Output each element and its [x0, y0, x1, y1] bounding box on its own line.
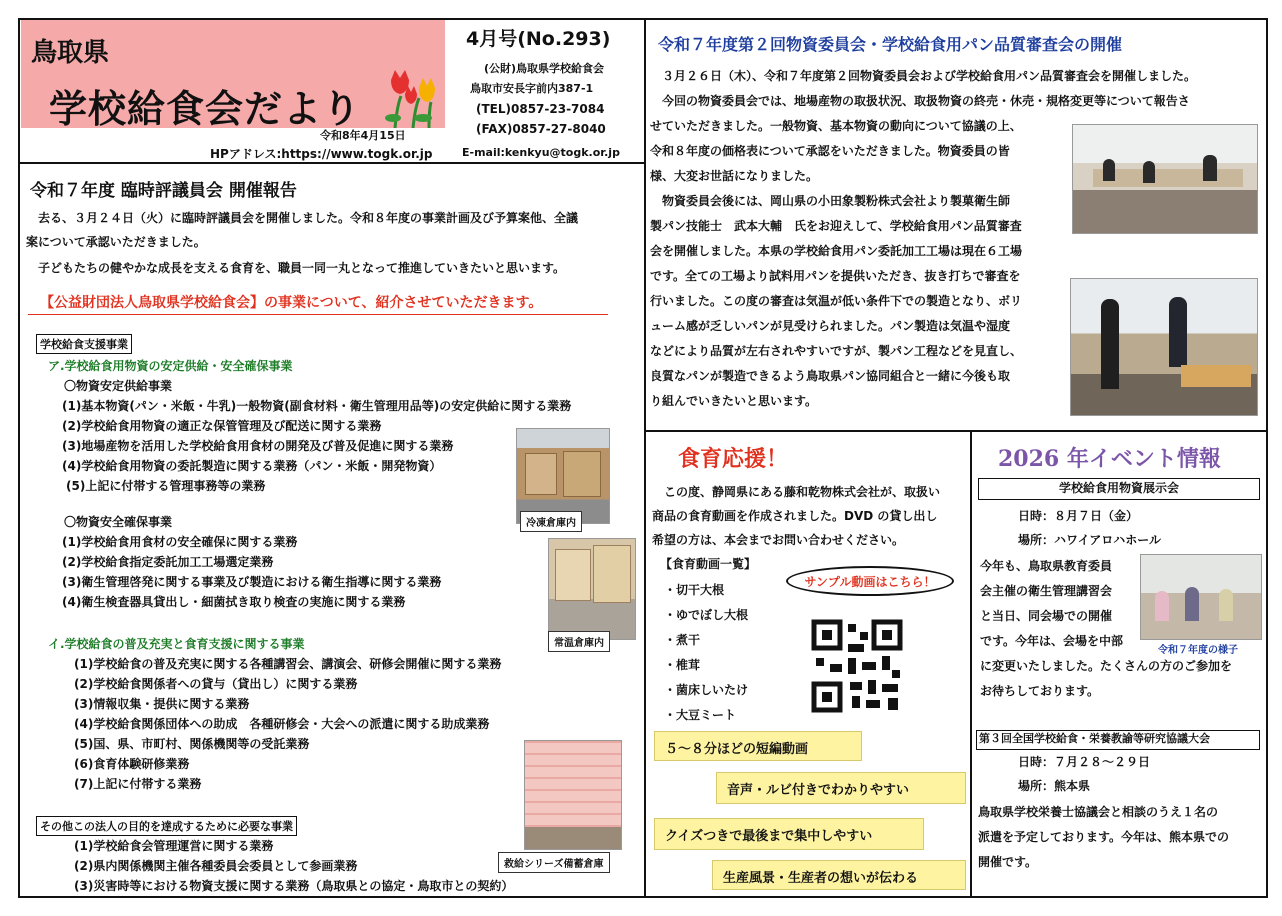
- paragraph-line: 会主催の衛生管理講習会: [980, 584, 1113, 598]
- exhibition-photo-caption: 令和７年度の様子: [1158, 645, 1238, 656]
- hp-address[interactable]: HPアドレス:https://www.togk.or.jp: [210, 147, 433, 161]
- org-tel: (TEL)0857-23-7084: [476, 102, 605, 116]
- council-report-text-1b: 案について承認いただきました。: [26, 235, 206, 249]
- paragraph-line: 開催です。: [978, 855, 1038, 869]
- event2-date: 日時：７月２８～２９日: [1018, 755, 1151, 769]
- list-item: (2)学校給食指定委託加工工場選定業務: [62, 555, 274, 569]
- paragraph-line: です。今年は、会場を中部: [980, 634, 1124, 648]
- list-item: ・煮干: [664, 633, 701, 647]
- paragraph-line: お待ちしております。: [980, 684, 1100, 698]
- paragraph-line: 商品の食育動画を作成されました。DVD の貸し出し: [652, 509, 938, 523]
- issue-number: 4月号(No.293): [466, 28, 611, 50]
- feature-tag-quiz: クイズつきで最後まで集中しやすい: [654, 818, 924, 850]
- paragraph-line: せていただきました。一般物資、基本物資の動向について協議の上、: [650, 119, 1022, 133]
- paragraph-line: 今回の物資委員会では、地場産物の取扱状況、取扱物資の終売・休売・規格変更等について報告さ: [662, 94, 1190, 108]
- list-item: ・切干大根: [664, 583, 725, 597]
- intro-underline: [28, 314, 608, 315]
- freezer-warehouse-photo: [516, 428, 610, 524]
- list-item: (3)情報収集・提供に関する業務: [74, 697, 250, 711]
- freezer-caption: 冷凍倉庫内: [520, 511, 582, 532]
- paragraph-line: ３月２６日（木）、令和７年度第２回物資委員会および学校給食用パン品質審査会を開催しました。: [662, 69, 1197, 83]
- ambient-warehouse-photo: [548, 538, 636, 640]
- support-section-label: 学校給食支援事業: [36, 334, 132, 354]
- video-list-title: 【食育動画一覧】: [660, 557, 757, 571]
- list-item: ・大豆ミート: [664, 708, 737, 722]
- section-b-heading: イ.学校給食の普及充実と食育支援に関する事業: [48, 637, 305, 651]
- issue-date: 令和8年4月15日: [320, 129, 406, 142]
- list-item: (4)衛生検査器具貸出し・細菌拭き取り検査の実施に関する業務: [62, 595, 406, 609]
- supply-list: [62, 396, 571, 496]
- list-item: (3)地場産物を活用した学校給食用食材の開発及び普及促進に関する業務: [62, 439, 454, 453]
- council-report-text-1a: 去る、３月２４日（火）に臨時評議員会を開催しました。令和８年度の事業計画及び予算案他、全議: [38, 211, 579, 225]
- list-item: (6)食育体験研修業務: [74, 757, 190, 771]
- paragraph-line: と当日、同会場での開催: [980, 609, 1113, 623]
- paragraph-line: ューム感が乏しいパンが見受けられました。パン製造は気温や湿度: [650, 319, 1011, 333]
- video-list: [664, 578, 748, 728]
- feature-tag-audio-ruby: 音声・ルビ付きでわかりやすい: [716, 772, 966, 804]
- safety-subheading: 〇物資安全確保事業: [64, 515, 173, 529]
- sample-video-callout: サンプル動画はこちら！: [786, 566, 954, 596]
- paragraph-line: 派遣を予定しております。今年は、熊本県での: [978, 830, 1230, 844]
- list-item: ・ゆでぼし大根: [664, 608, 749, 622]
- list-item: (3)災害時等における物資支援に関する業務（鳥取県との協定・鳥取市との契約）: [74, 879, 514, 893]
- paragraph-line: です。全ての工場より試料用パンを提供いただき、抜き打ちで審査を: [650, 269, 1021, 283]
- paragraph-line: 鳥取県学校栄養士協議会と相談のうえ１名の: [978, 805, 1219, 819]
- bread-review-photo: [1070, 278, 1258, 416]
- events-heading: 2026 年イベント情報: [998, 446, 1221, 472]
- list-item: (5)国、県、市町村、関係機関等の受託業務: [74, 737, 310, 751]
- org-fax: (FAX)0857-27-8040: [476, 122, 606, 136]
- feature-tag-short-video: ５～８分ほどの短編動画: [654, 731, 862, 761]
- paragraph-line: この度、静岡県にある藤和乾物株式会社が、取扱い: [664, 485, 941, 499]
- paragraph-line: り組んでいきたいと思います。: [650, 394, 818, 408]
- list-item: (4)学校給食用物資の委託製造に関する業務（パン・米飯・開発物資）: [62, 459, 442, 473]
- event1-date: 日時：８月７日（金）: [1018, 509, 1139, 523]
- food-education-heading: 食育応援！: [678, 446, 789, 472]
- list-item: (2)学校給食用物資の適正な保管管理及び配送に関する業務: [62, 419, 382, 433]
- event2-title: 第３回全国学校給食・栄養教諭等研究協議大会: [976, 730, 1260, 750]
- promotion-list: [74, 654, 501, 794]
- list-item: (7)上記に付帯する業務: [74, 777, 202, 791]
- paragraph-line: 行いました。この度の審査は気温が低い条件下での製造となり、ボリ: [650, 294, 1023, 308]
- list-item: (2)県内関係機関主催各種委員会委員として参画業務: [74, 859, 358, 873]
- prefecture-name: 鳥取県: [31, 38, 110, 68]
- paragraph-line: 令和８年度の価格表について承認をいただきました。物資委員の皆: [650, 144, 1010, 158]
- list-item: (1)学校給食用食材の安全確保に関する業務: [62, 535, 298, 549]
- event1-title: 学校給食用物資展示会: [978, 478, 1260, 500]
- org-address: 鳥取市安長字前内387-1: [470, 82, 594, 95]
- qr-code-icon[interactable]: [808, 616, 906, 716]
- paragraph-line: 製パン技能士 武本大輔 氏をお迎えして、学校給食用パン品質審査: [650, 219, 1022, 233]
- council-report-heading: 令和７年度 臨時評議員会 開催報告: [30, 181, 297, 201]
- list-item: (2)学校給食関係者への貸与（貸出し）に関する業務: [74, 677, 358, 691]
- supply-subheading: 〇物資安定供給事業: [64, 379, 173, 393]
- newsletter-title: 学校給食会だより: [49, 86, 362, 131]
- list-item: (1)基本物資(パン・米飯・牛乳)一般物資(副食材料・衛生管理用品等)の安定供給に関する業務: [62, 399, 572, 413]
- stockpile-caption: 救給シリーズ備蓄倉庫: [498, 852, 610, 873]
- paragraph-line: 良質なパンが製造できるよう鳥取県パン協同組合と一緒に今後も取: [650, 369, 1011, 383]
- committee-meeting-photo: [1072, 124, 1258, 234]
- paragraph-line: 希望の方は、本会までお問い合わせください。: [652, 533, 905, 547]
- business-intro: 【公益財団法人鳥取県学校給食会】の事業について、紹介させていただきます。: [40, 295, 543, 311]
- other-section-label: その他この法人の目的を達成するために必要な事業: [36, 816, 297, 836]
- council-report-text-2: 子どもたちの健やかな成長を支える食育を、職員一同一丸となって推進していきたいと思います。: [38, 261, 566, 275]
- paragraph-line: に変更いたしました。たくさんの方のご参加を: [980, 659, 1233, 673]
- paragraph-line: 会を開催しました。本県の学校給食用パン委託加工工場は現在６工場: [650, 244, 1023, 258]
- list-item: (4)学校給食関係団体への助成 各種研修会・大会への派遣に関する助成業務: [74, 717, 490, 731]
- paragraph-line: 様、大変お世話になりました。: [650, 169, 819, 183]
- stockpile-warehouse-photo: [524, 740, 622, 850]
- event1-place: 場所：ハワイアロハホール: [1018, 533, 1162, 547]
- list-item: (1)学校給食の普及充実に関する各種講習会、講演会、研修会開催に関する業務: [74, 657, 502, 671]
- feature-tag-production: 生産風景・生産者の想いが伝わる: [712, 860, 966, 890]
- list-item: (1)学校給食会管理運営に関する業務: [74, 839, 274, 853]
- paragraph-line: 物資委員会後には、岡山県の小田象製粉株式会社より製菓衛生師: [662, 194, 1011, 208]
- committee-heading: 令和７年度第２回物資委員会・学校給食用パン品質審査会の開催: [658, 35, 1123, 54]
- safety-list: [62, 532, 441, 612]
- ambient-caption: 常温倉庫内: [548, 631, 610, 652]
- org-name: (公財)鳥取県学校給食会: [484, 62, 605, 75]
- exhibition-photo: [1140, 554, 1262, 640]
- org-email[interactable]: E-mail:kenkyu@togk.or.jp: [462, 146, 620, 159]
- event2-place: 場所：熊本県: [1018, 779, 1091, 793]
- list-item: (3)衛生管理啓発に関する事業及び製造における衛生指導に関する業務: [62, 575, 442, 589]
- food-education-text: [652, 480, 940, 552]
- event2-text: [978, 800, 1229, 875]
- section-a-heading: ア.学校給食用物資の安定供給・安全確保事業: [48, 359, 293, 373]
- paragraph-line: などにより品質が左右されやすいですが、製パン工程などを見直し、: [650, 344, 1023, 358]
- list-item: ・菌床しいたけ: [664, 683, 749, 697]
- list-item: ・椎茸: [664, 658, 701, 672]
- other-list: [74, 836, 513, 896]
- list-item: (5)上記に付帯する管理事務等の業務: [66, 479, 266, 493]
- paragraph-line: 今年も、鳥取県教育委員: [980, 559, 1113, 573]
